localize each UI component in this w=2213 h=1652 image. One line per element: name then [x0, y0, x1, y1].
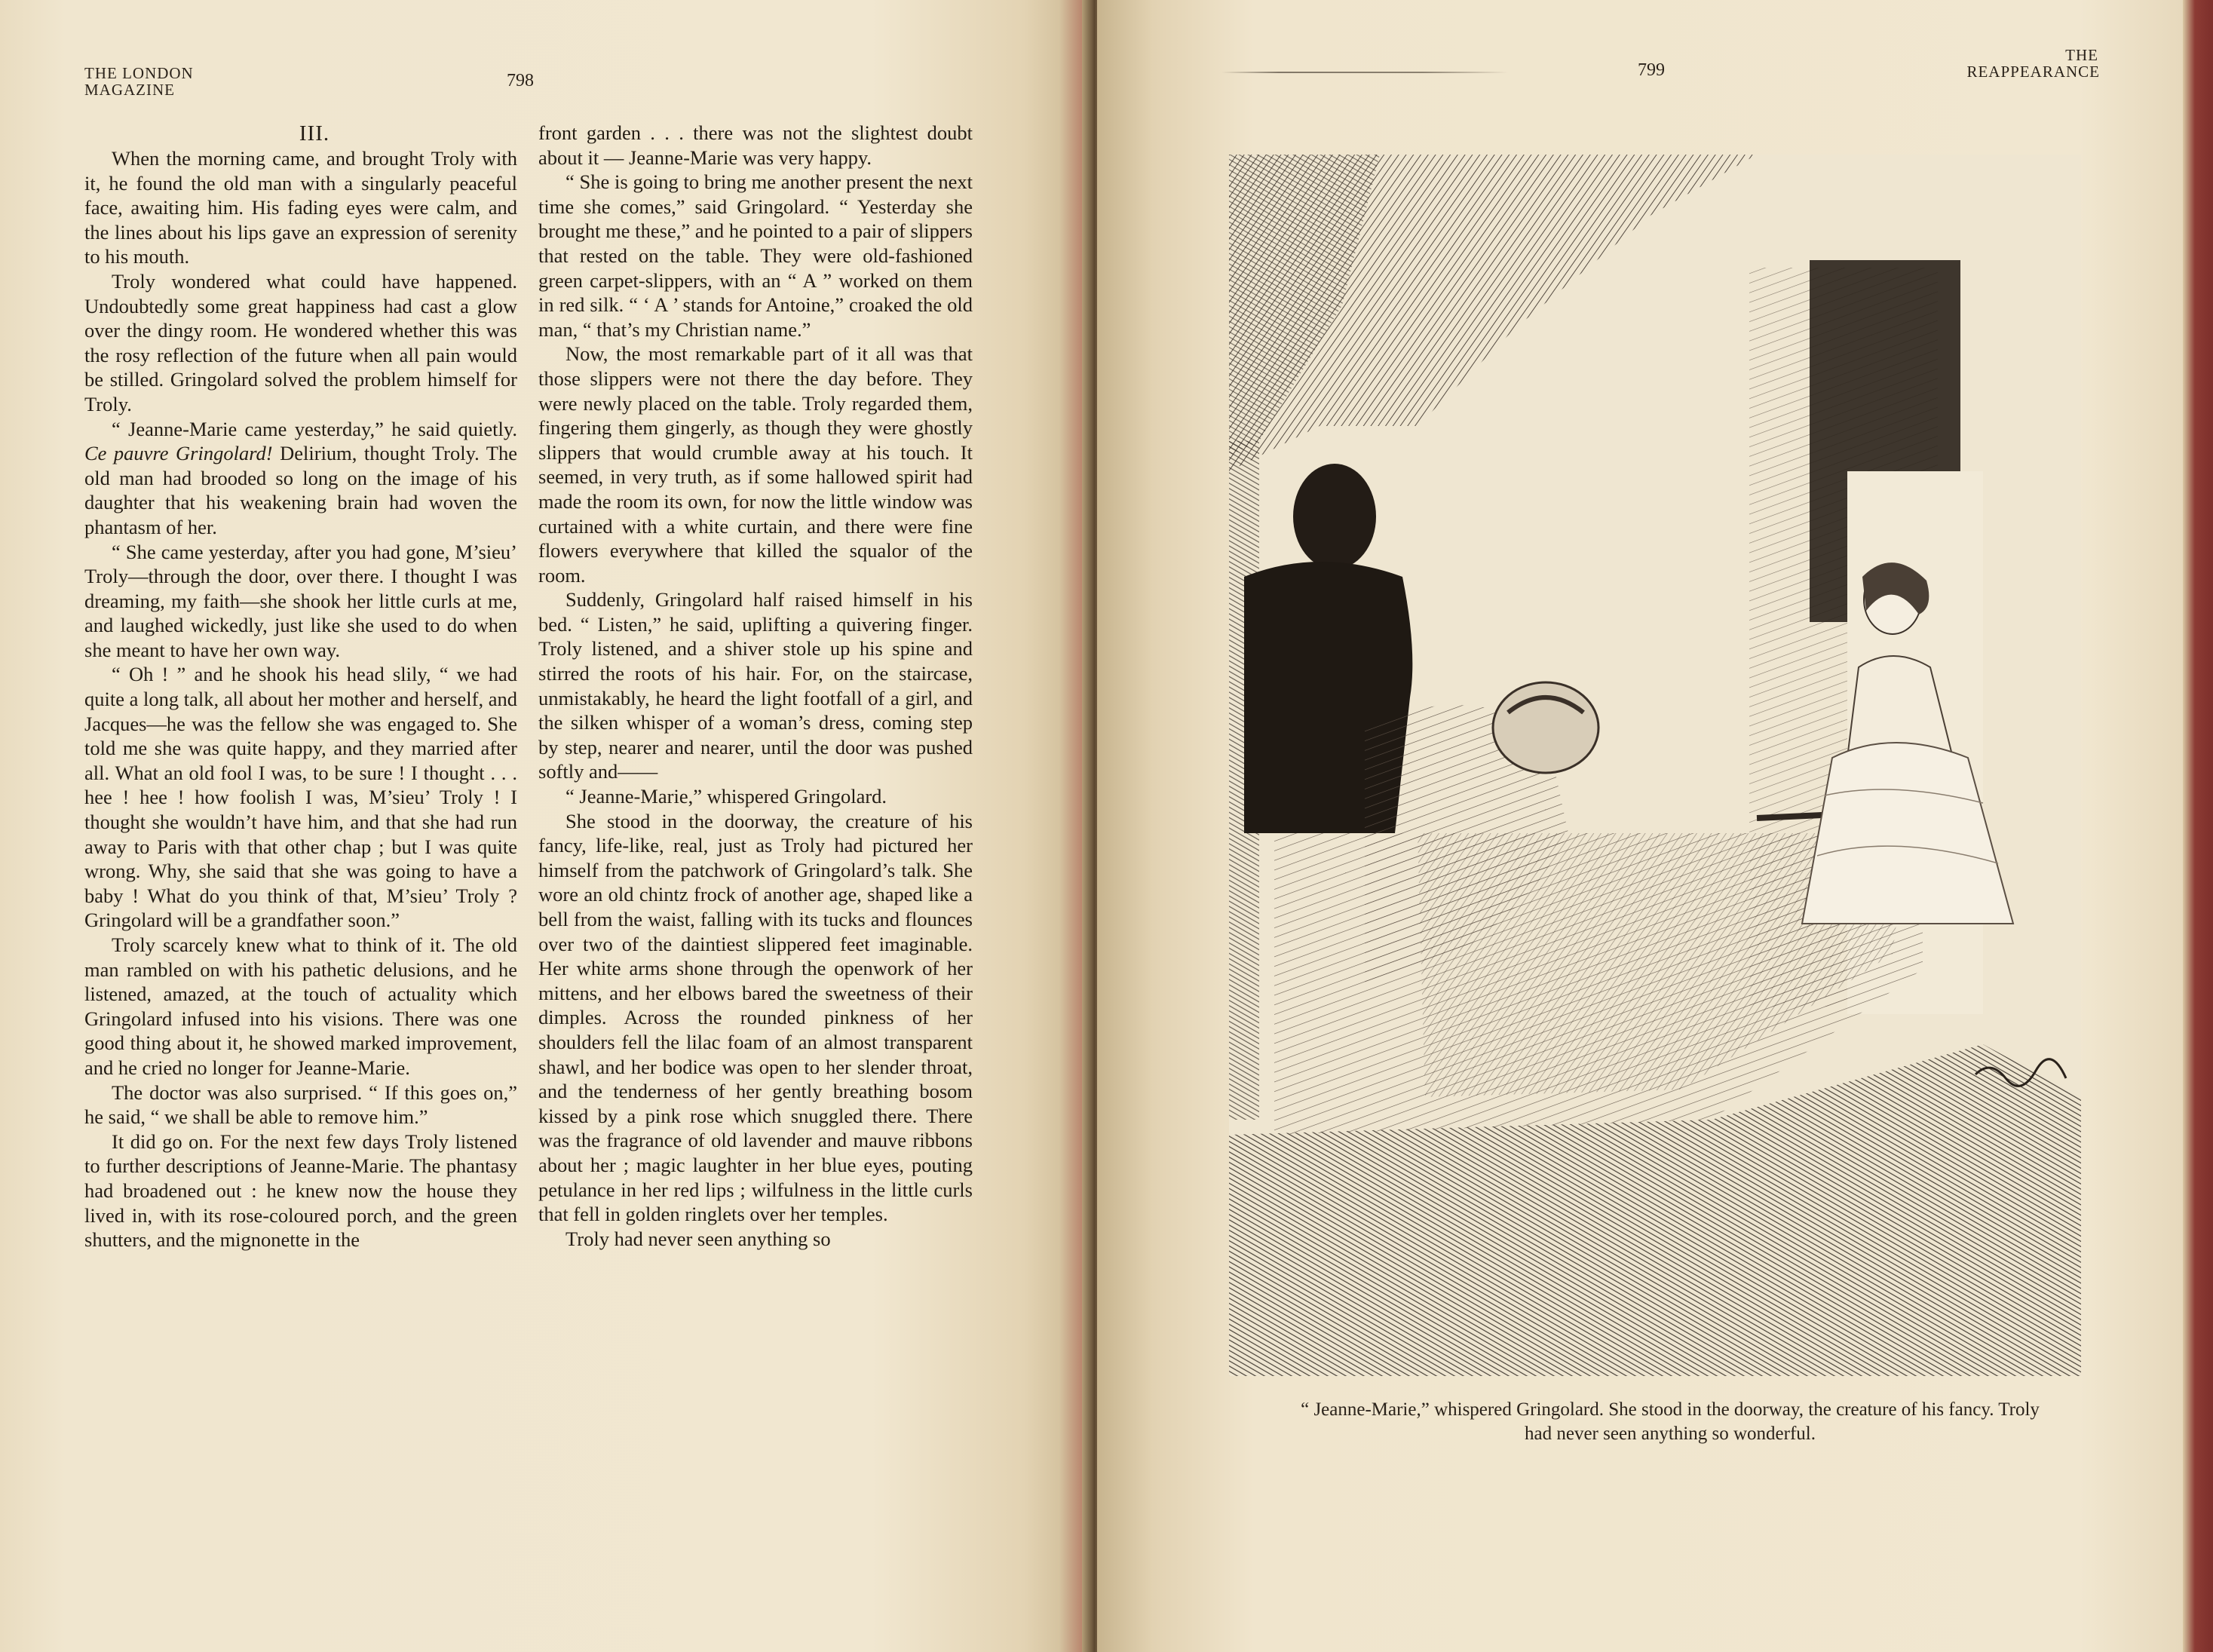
- running-head-right-line2: REAPPEARANCE: [1966, 63, 2100, 81]
- text-column-2: [538, 121, 973, 1251]
- caption-line-1: “ Jeanne-Marie,” whispered Gringolard. She stood in the doorway, the creature of his fancy. Troly: [1301, 1399, 2040, 1420]
- italic-phrase: Ce pauvre Gringolard!: [84, 442, 273, 465]
- paragraph: [84, 417, 517, 540]
- illustration-drawing: [1229, 155, 2081, 1376]
- running-head-left-line2: MAGAZINE: [84, 81, 175, 99]
- paragraph: front garden . . . there was not the slightest doubt about it — Jeanne-Marie was very happy.: [538, 121, 973, 169]
- chapter-heading: III.: [299, 121, 330, 146]
- paragraph-text: “ Jeanne-Marie came yesterday,” he said quietly.: [112, 417, 517, 440]
- paragraph: Troly scarcely knew what to think of it. The old man rambled on with his pathetic delusions, and he listened, amazed, at the touch of actuality which Gringolard infused into his visions. There was one good thing about it, he showed marked improvement, and he cried no longer for Jeanne-Marie.: [84, 933, 517, 1079]
- paragraph: “ She came yesterday, after you had gone, M’sieu’ Troly—through the door, over there. I thought I was dreaming, my faith—she shook her little curls at me, and laughed wickedly, just like she used to do when she meant to have her own way.: [84, 540, 517, 661]
- page-edge-shadow: [1059, 0, 1082, 1652]
- running-head-left-line1: THE LONDON: [84, 64, 194, 82]
- page-number-left: 798: [507, 71, 534, 90]
- paragraph: Troly had never seen anything so: [566, 1227, 831, 1250]
- illustration: [1229, 155, 2081, 1376]
- paragraph: “ Jeanne-Marie,” whispered Gringolard.: [566, 785, 887, 808]
- paragraph: “ She is going to bring me another present the next time she comes,” said Gringolard. “ Yesterday she brought me these,” and he pointed to a pair of slippers that rested on the table. They were old-fashioned green carpet-slippers, with an “ A ” worked on them in red silk. “ ‘ A ’ stands for Antoine,” croaked the old man, “ that’s my Christian name.”: [538, 170, 973, 341]
- paragraph: Suddenly, Gringolard half raised himself in his bed. “ Listen,” he said, uplifting a quivering finger. Troly listened, and a shiver stole up his spine and stirred the roots of his hair. For, on the staircase, unmistakably, he heard the light footfall of a girl, and the silken whisper of a woman’s dress, coming step by step, nearer and nearer, until the door was pushed softly and——: [538, 588, 973, 783]
- caption-line-2: had never seen anything so wonderful.: [1525, 1424, 1816, 1444]
- running-head-right-line1: THE: [2065, 46, 2098, 64]
- paragraph: It did go on. For the next few days Troly listened to further descriptions of Jeanne-Marie. The phantasy had broadened out : he knew now the house they lived in, with its rose-coloured porch, and the green shutters, and the mignonette in the: [84, 1129, 517, 1252]
- running-head-left: [84, 65, 194, 98]
- page-number-right: 799: [1638, 60, 1665, 80]
- paragraph-text: Delirium, thought Troly. The old man had brooded so long on the image of his daughter that his weakening brain had woven the phantasm of her.: [84, 442, 517, 538]
- paragraph: When the morning came, and brought Troly with it, he found the old man with a singularly peaceful face, awaiting him. His fading eyes were calm, and the lines about his lips gave an expression of serenity to his mouth.: [84, 147, 517, 268]
- header-rule: [1221, 72, 1508, 73]
- text-column-1: [84, 121, 517, 1252]
- paragraph: The doctor was also surprised. “ If this goes on,” he said, “ we shall be able to remove him.”: [84, 1080, 517, 1129]
- paragraph: She stood in the doorway, the creature of his fancy, life-like, real, just as Troly had pictured her himself from the patchwork of Gringolard’s talk. She wore an old chintz frock of another age, shaped like a bell from the waist, falling with its tucks and flounces over two of the daintiest slippered feet imaginable. Her white arms shone through the openwork of her mittens, and her elbows bared the sweetness of their dimples. Across the rounded pinkness of her shoulders fell the lilac foam of an almost transparent shawl, and her bodice was open to her slender throat, and the tenderness of her gently breathing bosom kissed by a pink rose which snuggled there. There was the fragrance of old lavender and mauve ribbons about her ; magic laughter in her blue eyes, pouting petulance in her red lips ; wilfulness in the little curls that fell in golden ringlets over her temples.: [538, 809, 973, 1226]
- running-head-right: [1966, 47, 2100, 80]
- paragraph: Troly wondered what could have happened. Undoubtedly some great happiness had cast a glow over the dingy room. He wondered whether this was the rosy reflection of the future when all pain would be stilled. Gringolard solved the problem himself for Troly.: [84, 269, 517, 415]
- page-edge-red: [2183, 0, 2213, 1652]
- left-page: [0, 0, 1090, 1652]
- illustration-caption: [1206, 1398, 2134, 1446]
- paragraph: “ Oh ! ” and he shook his head slily, “ we had quite a long talk, all about her mother and herself, and Jacques—he was the fellow she was engaged to. She told me she was quite happy, and they married after all. What an old fool I was, to be sure ! I thought . . . hee ! hee ! how foolish I was, M’sieu’ Troly ! I thought she wouldn’t have him, and that she had run away to Paris with that other chap ; but I was quite wrong. Why, she said that she was going to have a baby ! What do you think of that, M’sieu’ Troly ? Gringolard will be a grandfather soon.”: [84, 663, 517, 932]
- paragraph: Now, the most remarkable part of it all was that those slippers were not there the day before. They were newly placed on the table. Troly regarded them, fingering them gingerly, as though they were ghostly slippers that would crumble away at his touch. It seemed, in very truth, as if some hallowed spirit had made the room its own, for now the little window was curtained with a white curtain, and there were fine flowers everywhere that killed the squalor of the room.: [538, 342, 973, 587]
